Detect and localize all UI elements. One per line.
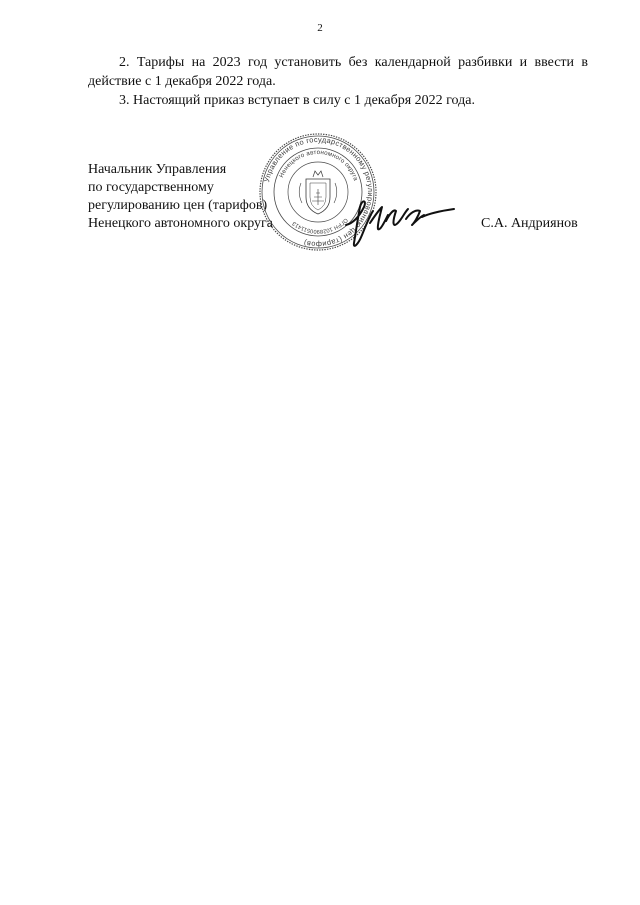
seal-id-text: ОГРН 1028900511413	[291, 216, 349, 235]
document-body	[88, 53, 588, 110]
signer-position	[88, 161, 273, 233]
paragraph-item-3: 3. Настоящий приказ вступает в силу с 1 декабря 2022 года.	[119, 93, 475, 108]
seal-inner-text: Ненецкого автономного округа	[278, 148, 360, 182]
signer-position-line: по государственному	[88, 180, 214, 195]
coat-of-arms-icon	[299, 171, 337, 214]
handwritten-signature-icon	[340, 185, 460, 255]
signer-position-line: регулированию цен (тарифов)	[88, 198, 268, 213]
paragraph-item-2: 2. Тарифы на 2023 год установить без календарной разбивки и ввести в действие с 1 декабря 2022 года.	[88, 55, 588, 89]
signer-name: С.А. Андриянов	[481, 216, 578, 231]
signer-position-line: Начальник Управления	[88, 162, 227, 177]
seal-outer-text: Управление по государственному регулированию цен (тарифов)	[262, 134, 376, 250]
signer-position-line: Ненецкого автономного округа	[88, 216, 273, 231]
page-number: 2	[317, 22, 323, 34]
